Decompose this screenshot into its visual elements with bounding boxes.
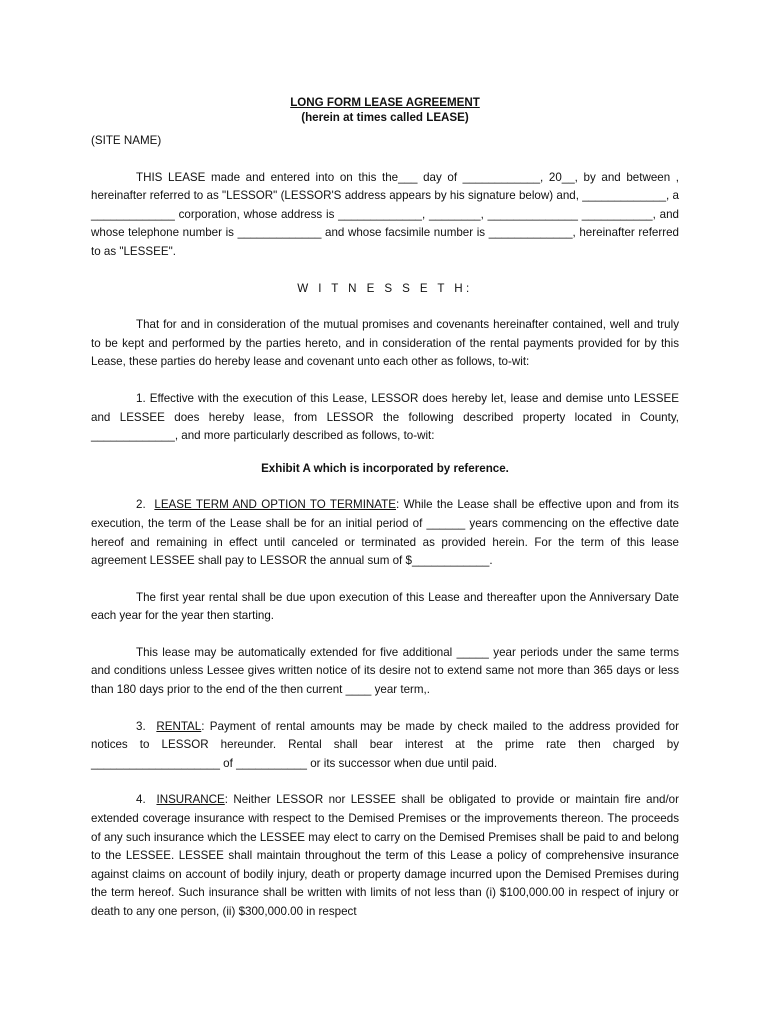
section-4-heading: INSURANCE: [156, 793, 225, 807]
document-title: LONG FORM LEASE AGREEMENT: [290, 96, 480, 109]
preamble-paragraph: THIS LEASE made and entered into on this the___ day of ____________, 20__, by and between , hereinafter referred to as "LESSOR" (LESSOR'S address appears by his signature below) and, _____________, a _____________ corporation, whose address is _____________, ________, ______________ ___________, and whose telephone number is _____________ and whose facsimile number is _____________, hereinafter referred to as "LESSEE".: [91, 170, 679, 258]
section-3-heading: RENTAL: [156, 719, 202, 733]
section-4-paragraph: [91, 791, 679, 921]
document-body: [91, 95, 679, 922]
site-name: (SITE NAME): [91, 134, 162, 147]
section-1-paragraph: 1. Effective with the execution of this Lease, LESSOR does hereby let, lease and demise unto LESSEE and LESSEE does hereby lease, from LESSOR the following described property located in County, _____________, and more particularly described as follows, to-wit:: [91, 391, 679, 443]
section-2-number: 2.: [136, 498, 146, 512]
witnesseth-heading: W I T N E S S E T H:: [297, 281, 473, 295]
section-4-number: 4.: [136, 793, 146, 807]
section-3-text: : Payment of rental amounts may be made by check mailed to the address provided for notices to LESSOR hereunder. Rental shall bear interest at the prime rate then charged by ____________________ of ___________ or its successor when due until paid.: [91, 719, 679, 770]
section-2-paragraph: [91, 496, 679, 570]
first-year-rental-paragraph: The first year rental shall be due upon execution of this Lease and thereafter upon the Anniversary Date each year for the year then starting.: [91, 590, 679, 623]
section-3-number: 3.: [136, 719, 146, 733]
consideration-paragraph: That for and in consideration of the mutual promises and covenants hereinafter contained, well and truly to be kept and performed by the parties hereto, and in consideration of the rental payments provided for by this Lease, these parties do hereby lease and covenant unto each other as follows, to-wit:: [91, 318, 679, 369]
exhibit-reference: Exhibit A which is incorporated by reference.: [261, 461, 509, 475]
section-3-paragraph: [91, 718, 679, 774]
document-subtitle: (herein at times called LEASE): [301, 111, 469, 124]
section-2-heading: LEASE TERM AND OPTION TO TERMINATE: [154, 498, 396, 512]
extension-paragraph: This lease may be automatically extended for five additional _____ year periods under the same terms and conditions unless Lessee gives written notice of its desire not to extend same not more than 365 days or less than 180 days prior to the end of the then current ____ year term,.: [91, 645, 679, 697]
section-2-text: : While the Lease shall be effective upon and from its execution, the term of the Lease shall be for an initial period of ______ years commencing on the effective date hereof and remaining in effect until canceled or terminated as provided herein. For the term of this lease agreement LESSEE shall pay to LESSOR the annual sum of $____________.: [91, 498, 679, 568]
section-4-text: : Neither LESSOR nor LESSEE shall be obligated to provide or maintain fire and/or extended coverage insurance with respect to the Demised Premises or the improvements thereon. The proceeds of any such insurance which the LESSEE may elect to carry on the Demised Premises shall be paid to and belong to the LESSEE. LESSEE shall maintain throughout the term of this Lease a policy of comprehensive insurance against claims on account of bodily injury, death or property damage incurred upon the Demised Premises during the term hereof. Such insurance shall be written with limits of not less than (i) $100,000.00 in respect of injury or death to any one person, (ii) $300,000.00 in respect: [91, 793, 679, 918]
